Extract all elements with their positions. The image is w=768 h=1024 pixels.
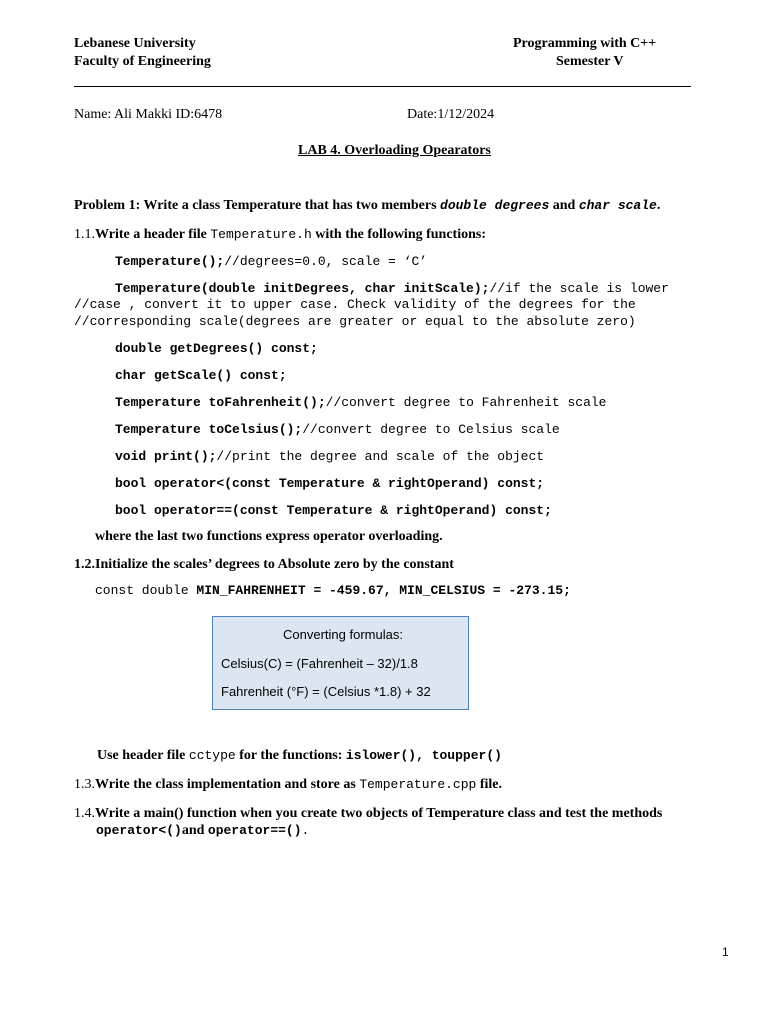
header-divider (74, 86, 691, 87)
section-text: Write a header file (95, 227, 211, 242)
formulas-title: Converting formulas: (283, 627, 403, 642)
student-name-id: Name: Ali Makki ID:6478 (74, 107, 223, 122)
code-comment: //print the degree and scale of the object (216, 449, 545, 464)
code-comment: //if the scale is lower (489, 281, 669, 296)
cpp-file-name: Temperature.cpp (359, 777, 477, 792)
cctype-file: cctype (188, 748, 236, 763)
section-number: 1.2. (74, 557, 95, 572)
section-text: Write the class implementation and store as (95, 777, 360, 792)
period: . (656, 198, 661, 213)
code: Temperature toFahrenheit(); (115, 395, 326, 410)
problem-1-intro: Problem 1: Write a class Temperature that has two members (74, 198, 441, 213)
const-keyword: const double (95, 583, 197, 598)
page-number: 1 (722, 945, 729, 959)
section-1-1 (74, 227, 486, 243)
code: void print(); (115, 449, 217, 464)
section-number: 1.1. (74, 227, 95, 242)
semester: Semester V (556, 54, 624, 69)
header-file-name: Temperature.h (210, 227, 312, 242)
code-line-operator-equal: bool operator==(const Temperature & rightOperand) const; (115, 503, 552, 518)
code-line-operator-less: bool operator<(const Temperature & rightOperand) const; (115, 476, 545, 491)
section-1-3 (74, 777, 502, 793)
functions-text: for the functions: (235, 748, 346, 763)
method-less: operator<() (96, 823, 182, 838)
code-line-get-degrees: double getDegrees() const; (115, 341, 318, 356)
faculty-name: Faculty of Engineering (74, 54, 211, 69)
period: . (301, 823, 310, 838)
section-text-tail: with the following functions: (311, 227, 486, 242)
const-values: MIN_FAHRENHEIT = -459.67, MIN_CELSIUS = -273.15; (196, 583, 571, 598)
code-line-to-celsius (115, 422, 560, 437)
method-equal: operator==() (207, 823, 302, 838)
section-number: 1.4. (74, 806, 95, 821)
section-number: 1.3. (74, 777, 95, 792)
function-names: islower(), toupper() (345, 748, 502, 763)
code: Temperature(double initDegrees, char initScale); (115, 281, 490, 296)
use-text: Use header file (97, 748, 189, 763)
operator-overloading-note: where the last two functions express operator overloading. (95, 529, 443, 544)
code-comment: //convert degree to Fahrenheit scale (325, 395, 607, 410)
university-name: Lebanese University (74, 36, 196, 51)
section-text-tail: file. (476, 777, 502, 792)
and-text: and (549, 198, 579, 213)
code-line-print (115, 449, 544, 464)
section-text: Initialize the scales’ degrees to Absolute zero by the constant (95, 557, 454, 572)
code: Temperature toCelsius(); (115, 422, 303, 437)
code-comment: //convert degree to Celsius scale (302, 422, 560, 437)
and-text: and (181, 823, 208, 838)
use-header-note (97, 748, 502, 764)
date: Date:1/12/2024 (407, 107, 495, 122)
fahrenheit-formula: Fahrenheit (°F) = (Celsius *1.8) + 32 (221, 684, 431, 699)
code-comment-line: //corresponding scale(degrees are greater or equal to the absolute zero) (74, 314, 636, 329)
member-degrees: double degrees (440, 198, 550, 213)
problem-1-statement (74, 198, 660, 214)
lab-title: LAB 4. Overloading Opearators (298, 143, 491, 158)
code-line-to-fahrenheit (115, 395, 607, 410)
converting-formulas-box (212, 616, 469, 710)
constant-declaration (95, 583, 571, 598)
section-text: Write a main() function when you create two objects of Temperature class and test the methods (95, 806, 663, 821)
code-comment-line: //case , convert it to upper case. Check validity of the degrees for the (74, 297, 636, 312)
section-1-4 (74, 806, 662, 822)
code-line-get-scale: char getScale() const; (115, 368, 287, 383)
code-line-param-constructor (115, 281, 669, 296)
tested-methods (96, 823, 309, 839)
code-line-default-constructor (115, 254, 427, 269)
code-comment: //degrees=0.0, scale = ‘C’ (224, 254, 428, 269)
celsius-formula: Celsius(C) = (Fahrenheit – 32)/1.8 (221, 656, 418, 671)
code: Temperature(); (115, 254, 225, 269)
member-scale: char scale (578, 198, 657, 213)
section-1-2 (74, 557, 454, 573)
course-name: Programming with C++ (513, 36, 657, 51)
